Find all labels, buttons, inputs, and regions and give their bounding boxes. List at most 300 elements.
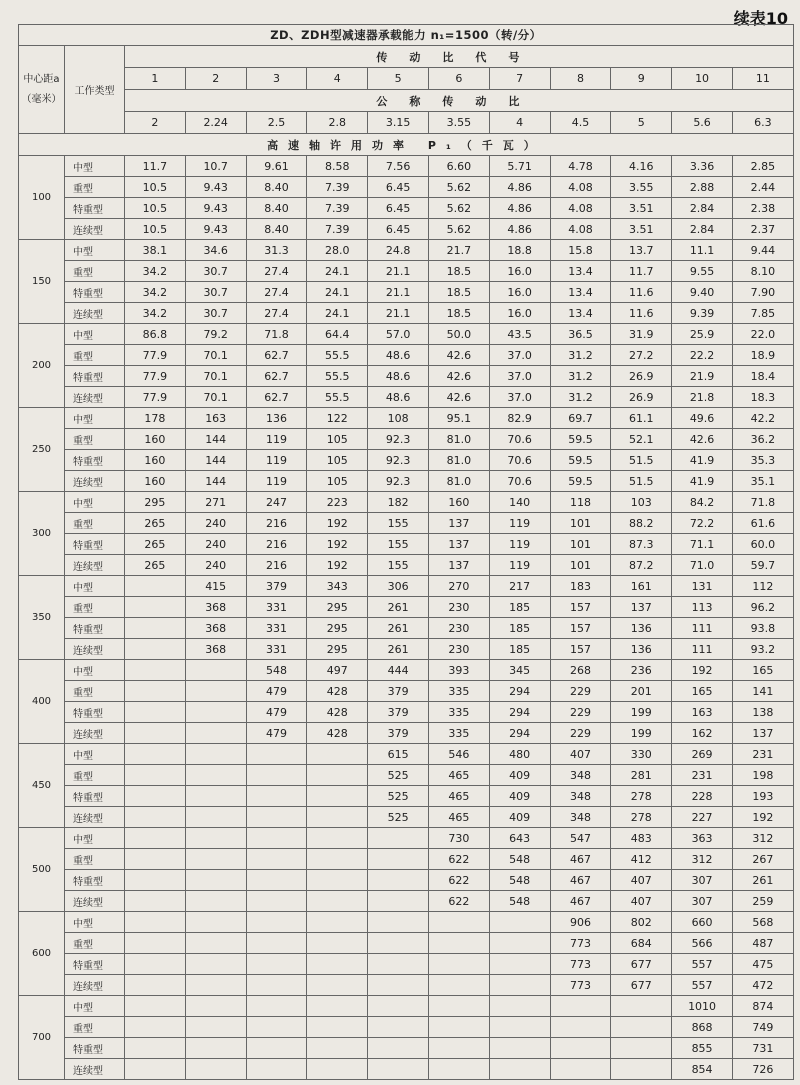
work-type-cell: 重型 — [65, 1017, 125, 1038]
power-value-cell: 677 — [611, 954, 672, 975]
power-value-cell — [125, 1059, 186, 1080]
work-type-cell: 特重型 — [65, 198, 125, 219]
power-value-cell: 30.7 — [185, 282, 246, 303]
power-value-cell — [307, 807, 368, 828]
power-value-cell — [307, 933, 368, 954]
power-value-cell: 72.2 — [672, 513, 733, 534]
power-value-cell: 802 — [611, 912, 672, 933]
power-value-cell: 9.43 — [185, 198, 246, 219]
power-value-cell: 566 — [672, 933, 733, 954]
power-value-cell: 906 — [550, 912, 611, 933]
power-value-cell: 265 — [125, 513, 186, 534]
power-value-cell: 231 — [732, 744, 793, 765]
power-value-cell — [185, 681, 246, 702]
power-value-cell — [489, 933, 550, 954]
power-value-cell — [125, 933, 186, 954]
power-value-cell — [185, 870, 246, 891]
power-value-cell: 9.40 — [672, 282, 733, 303]
power-value-cell: 27.4 — [246, 282, 307, 303]
power-value-cell: 137 — [732, 723, 793, 744]
power-value-cell — [550, 996, 611, 1017]
table-row — [19, 555, 794, 576]
power-value-cell: 55.5 — [307, 345, 368, 366]
power-value-cell — [246, 744, 307, 765]
power-value-cell: 64.4 — [307, 324, 368, 345]
power-value-cell — [428, 975, 489, 996]
power-value-cell: 59.5 — [550, 450, 611, 471]
power-value-cell: 105 — [307, 429, 368, 450]
nominal-ratio-cell: 2.8 — [307, 112, 368, 134]
table-row — [19, 450, 794, 471]
power-value-cell — [246, 975, 307, 996]
power-value-cell: 71.0 — [672, 555, 733, 576]
power-value-cell: 4.08 — [550, 219, 611, 240]
power-value-cell: 407 — [550, 744, 611, 765]
power-value-cell: 193 — [732, 786, 793, 807]
power-value-cell — [307, 765, 368, 786]
power-value-cell: 8.58 — [307, 156, 368, 177]
power-value-cell: 185 — [489, 639, 550, 660]
power-value-cell: 7.39 — [307, 219, 368, 240]
power-value-cell — [246, 954, 307, 975]
center-distance-cell: 700 — [19, 996, 65, 1080]
power-value-cell — [125, 1017, 186, 1038]
power-value-cell: 71.8 — [732, 492, 793, 513]
power-value-cell — [368, 891, 429, 912]
power-value-cell: 6.60 — [428, 156, 489, 177]
power-value-cell: 479 — [246, 681, 307, 702]
power-value-cell: 111 — [672, 618, 733, 639]
power-value-cell — [611, 1038, 672, 1059]
table-row — [19, 471, 794, 492]
power-value-cell: 119 — [489, 534, 550, 555]
power-value-cell: 393 — [428, 660, 489, 681]
table-row — [19, 597, 794, 618]
power-value-cell: 261 — [732, 870, 793, 891]
power-value-cell: 51.5 — [611, 471, 672, 492]
power-value-cell: 61.1 — [611, 408, 672, 429]
table-row — [19, 975, 794, 996]
power-value-cell: 407 — [611, 870, 672, 891]
power-value-cell — [185, 933, 246, 954]
power-value-cell: 112 — [732, 576, 793, 597]
power-value-cell: 144 — [185, 429, 246, 450]
power-value-cell: 415 — [185, 576, 246, 597]
power-value-cell: 465 — [428, 786, 489, 807]
table-row — [19, 1038, 794, 1059]
power-value-cell: 480 — [489, 744, 550, 765]
power-value-cell: 278 — [611, 807, 672, 828]
power-value-cell: 2.88 — [672, 177, 733, 198]
power-value-cell: 70.6 — [489, 471, 550, 492]
power-value-cell — [125, 765, 186, 786]
power-value-cell — [489, 912, 550, 933]
power-value-cell: 31.2 — [550, 366, 611, 387]
power-value-cell: 77.9 — [125, 366, 186, 387]
power-value-cell: 119 — [489, 513, 550, 534]
power-value-cell: 13.4 — [550, 303, 611, 324]
power-value-cell: 163 — [672, 702, 733, 723]
power-value-cell — [611, 996, 672, 1017]
power-value-cell: 36.5 — [550, 324, 611, 345]
power-value-cell: 731 — [732, 1038, 793, 1059]
power-value-cell — [185, 786, 246, 807]
power-value-cell: 49.6 — [672, 408, 733, 429]
power-value-cell: 92.3 — [368, 471, 429, 492]
power-value-cell: 35.1 — [732, 471, 793, 492]
power-value-cell — [489, 1017, 550, 1038]
table-row — [19, 702, 794, 723]
power-value-cell: 105 — [307, 450, 368, 471]
power-value-cell: 178 — [125, 408, 186, 429]
power-value-cell: 428 — [307, 723, 368, 744]
power-value-cell: 185 — [489, 597, 550, 618]
power-value-cell: 467 — [550, 891, 611, 912]
power-value-cell: 157 — [550, 618, 611, 639]
power-value-cell — [489, 1059, 550, 1080]
power-value-cell: 31.2 — [550, 387, 611, 408]
power-value-cell: 192 — [672, 660, 733, 681]
power-value-cell: 25.9 — [672, 324, 733, 345]
ratio-code-cell: 2 — [185, 68, 246, 90]
work-type-cell: 特重型 — [65, 702, 125, 723]
work-type-cell: 中型 — [65, 156, 125, 177]
power-value-cell: 144 — [185, 450, 246, 471]
power-value-cell: 331 — [246, 618, 307, 639]
power-value-cell: 84.2 — [672, 492, 733, 513]
power-value-cell — [125, 702, 186, 723]
power-value-cell: 223 — [307, 492, 368, 513]
power-value-cell — [185, 954, 246, 975]
power-value-cell: 161 — [611, 576, 672, 597]
power-value-cell — [246, 933, 307, 954]
power-value-cell — [428, 954, 489, 975]
work-type-cell: 特重型 — [65, 870, 125, 891]
power-value-cell — [489, 1038, 550, 1059]
table-row — [19, 660, 794, 681]
center-distance-cell: 400 — [19, 660, 65, 744]
power-value-cell: 247 — [246, 492, 307, 513]
table-caption: 续表10 — [733, 9, 788, 28]
center-distance-cell: 500 — [19, 828, 65, 912]
power-value-cell: 294 — [489, 702, 550, 723]
power-value-cell: 345 — [489, 660, 550, 681]
power-value-cell: 525 — [368, 765, 429, 786]
power-value-cell: 119 — [246, 450, 307, 471]
table-row — [19, 408, 794, 429]
power-value-cell: 6.45 — [368, 219, 429, 240]
power-value-cell: 61.6 — [732, 513, 793, 534]
work-type-cell: 连续型 — [65, 807, 125, 828]
power-value-cell — [185, 849, 246, 870]
work-type-cell: 重型 — [65, 261, 125, 282]
power-value-cell: 34.2 — [125, 303, 186, 324]
power-value-cell — [185, 828, 246, 849]
power-value-cell: 348 — [550, 765, 611, 786]
power-value-cell — [246, 765, 307, 786]
table-row — [19, 996, 794, 1017]
power-value-cell: 472 — [732, 975, 793, 996]
power-value-cell: 622 — [428, 891, 489, 912]
center-distance-cell: 300 — [19, 492, 65, 576]
table-row — [19, 387, 794, 408]
table-row — [19, 891, 794, 912]
power-value-cell: 548 — [489, 870, 550, 891]
power-value-cell — [246, 786, 307, 807]
nominal-ratio-cell: 4 — [489, 112, 550, 134]
work-type-cell: 重型 — [65, 429, 125, 450]
power-value-cell: 10.5 — [125, 219, 186, 240]
power-value-cell: 265 — [125, 555, 186, 576]
power-value-cell: 42.6 — [428, 387, 489, 408]
power-value-cell: 483 — [611, 828, 672, 849]
power-value-cell: 379 — [368, 723, 429, 744]
power-value-cell: 259 — [732, 891, 793, 912]
power-value-cell: 77.9 — [125, 387, 186, 408]
power-value-cell: 70.1 — [185, 366, 246, 387]
power-value-cell: 854 — [672, 1059, 733, 1080]
power-value-cell: 295 — [125, 492, 186, 513]
table-row — [19, 786, 794, 807]
work-type-cell: 特重型 — [65, 534, 125, 555]
power-value-cell — [125, 639, 186, 660]
power-value-cell: 144 — [185, 471, 246, 492]
power-value-cell: 6.45 — [368, 198, 429, 219]
power-value-cell — [307, 744, 368, 765]
power-value-cell: 11.6 — [611, 303, 672, 324]
center-distance-cell: 150 — [19, 240, 65, 324]
power-value-cell — [125, 1038, 186, 1059]
power-value-cell — [368, 870, 429, 891]
power-value-cell: 229 — [550, 702, 611, 723]
power-value-cell: 92.3 — [368, 450, 429, 471]
power-value-cell: 6.45 — [368, 177, 429, 198]
power-value-cell: 113 — [672, 597, 733, 618]
ratio-code-cell: 4 — [307, 68, 368, 90]
power-value-cell — [489, 975, 550, 996]
nominal-ratio-header: 公称传动比 — [125, 90, 794, 112]
power-value-cell: 240 — [185, 513, 246, 534]
power-value-cell: 71.1 — [672, 534, 733, 555]
power-value-cell: 21.1 — [368, 282, 429, 303]
power-value-cell: 331 — [246, 597, 307, 618]
power-value-cell: 227 — [672, 807, 733, 828]
ratio-code-cell: 11 — [732, 68, 793, 90]
power-value-cell — [246, 891, 307, 912]
power-value-cell: 137 — [428, 513, 489, 534]
power-value-cell — [185, 996, 246, 1017]
power-value-cell: 9.44 — [732, 240, 793, 261]
power-value-cell: 348 — [550, 807, 611, 828]
power-value-cell: 306 — [368, 576, 429, 597]
power-value-cell: 4.08 — [550, 198, 611, 219]
table-row — [19, 870, 794, 891]
power-value-cell: 660 — [672, 912, 733, 933]
power-value-cell: 525 — [368, 786, 429, 807]
power-value-cell: 868 — [672, 1017, 733, 1038]
power-value-cell — [125, 723, 186, 744]
power-value-cell: 230 — [428, 597, 489, 618]
power-value-cell: 335 — [428, 702, 489, 723]
nominal-ratio-cell: 3.55 — [428, 112, 489, 134]
power-value-cell: 228 — [672, 786, 733, 807]
power-value-cell: 9.43 — [185, 177, 246, 198]
power-value-cell: 479 — [246, 723, 307, 744]
power-value-cell: 270 — [428, 576, 489, 597]
work-type-cell: 中型 — [65, 576, 125, 597]
power-value-cell: 155 — [368, 534, 429, 555]
work-type-cell: 连续型 — [65, 639, 125, 660]
table-row — [19, 261, 794, 282]
table-row — [19, 576, 794, 597]
power-value-cell: 5.62 — [428, 198, 489, 219]
power-value-cell: 2.84 — [672, 198, 733, 219]
power-value-cell: 26.9 — [611, 387, 672, 408]
work-type-cell: 特重型 — [65, 282, 125, 303]
center-distance-cell: 350 — [19, 576, 65, 660]
power-value-cell: 21.8 — [672, 387, 733, 408]
power-value-cell — [307, 849, 368, 870]
power-value-cell: 3.55 — [611, 177, 672, 198]
work-type-cell: 中型 — [65, 408, 125, 429]
power-value-cell — [307, 954, 368, 975]
power-value-cell: 37.0 — [489, 387, 550, 408]
power-value-cell — [125, 681, 186, 702]
power-value-cell — [368, 975, 429, 996]
nominal-ratio-cell: 2.24 — [185, 112, 246, 134]
power-value-cell: 379 — [368, 681, 429, 702]
power-value-cell: 70.1 — [185, 345, 246, 366]
power-value-cell: 192 — [307, 534, 368, 555]
power-value-cell — [185, 975, 246, 996]
power-value-cell: 428 — [307, 681, 368, 702]
power-value-cell: 11.7 — [611, 261, 672, 282]
power-value-cell: 335 — [428, 681, 489, 702]
power-value-cell: 335 — [428, 723, 489, 744]
table-row — [19, 828, 794, 849]
power-value-cell: 30.7 — [185, 303, 246, 324]
power-value-cell: 160 — [125, 429, 186, 450]
power-value-cell: 548 — [489, 891, 550, 912]
work-type-cell: 特重型 — [65, 1038, 125, 1059]
work-type-cell: 连续型 — [65, 1059, 125, 1080]
power-value-cell — [185, 660, 246, 681]
power-value-cell — [368, 1059, 429, 1080]
nominal-ratio-cell: 3.15 — [368, 112, 429, 134]
power-value-cell: 2.37 — [732, 219, 793, 240]
power-value-cell: 199 — [611, 702, 672, 723]
power-value-cell: 5.62 — [428, 177, 489, 198]
power-value-cell: 684 — [611, 933, 672, 954]
power-value-cell — [307, 975, 368, 996]
work-type-cell: 重型 — [65, 681, 125, 702]
work-type-cell: 中型 — [65, 744, 125, 765]
power-value-cell: 230 — [428, 618, 489, 639]
power-value-cell: 183 — [550, 576, 611, 597]
power-value-cell — [307, 786, 368, 807]
power-value-cell: 677 — [611, 975, 672, 996]
power-value-cell: 4.86 — [489, 177, 550, 198]
power-value-cell: 35.3 — [732, 450, 793, 471]
center-distance-cell: 600 — [19, 912, 65, 996]
work-type-cell: 连续型 — [65, 219, 125, 240]
table-row — [19, 849, 794, 870]
power-value-cell: 131 — [672, 576, 733, 597]
power-value-cell: 59.7 — [732, 555, 793, 576]
power-value-cell: 105 — [307, 471, 368, 492]
power-value-cell: 281 — [611, 765, 672, 786]
power-value-cell — [246, 996, 307, 1017]
power-value-cell: 103 — [611, 492, 672, 513]
power-value-cell — [185, 891, 246, 912]
power-value-cell: 70.6 — [489, 429, 550, 450]
power-value-cell: 87.2 — [611, 555, 672, 576]
nominal-ratio-cell: 4.5 — [550, 112, 611, 134]
work-type-cell: 重型 — [65, 933, 125, 954]
power-value-cell: 643 — [489, 828, 550, 849]
power-value-cell: 312 — [672, 849, 733, 870]
power-value-cell: 4.78 — [550, 156, 611, 177]
power-value-cell — [428, 912, 489, 933]
power-value-cell: 137 — [428, 534, 489, 555]
power-value-cell — [550, 1038, 611, 1059]
power-value-cell: 192 — [307, 513, 368, 534]
power-value-cell — [246, 849, 307, 870]
power-value-cell: 278 — [611, 786, 672, 807]
power-value-cell: 165 — [672, 681, 733, 702]
power-value-cell — [125, 870, 186, 891]
table-row — [19, 744, 794, 765]
power-value-cell: 50.0 — [428, 324, 489, 345]
power-value-cell: 182 — [368, 492, 429, 513]
table-row — [19, 1017, 794, 1038]
power-value-cell: 7.39 — [307, 177, 368, 198]
power-value-cell — [185, 765, 246, 786]
power-value-cell: 37.0 — [489, 366, 550, 387]
power-header: 高速轴许用功率 P₁（千瓦） — [19, 134, 794, 156]
power-value-cell: 157 — [550, 597, 611, 618]
power-value-cell: 412 — [611, 849, 672, 870]
power-value-cell: 51.5 — [611, 450, 672, 471]
work-type-cell: 中型 — [65, 996, 125, 1017]
table-row — [19, 492, 794, 513]
power-value-cell: 96.2 — [732, 597, 793, 618]
power-value-cell: 428 — [307, 702, 368, 723]
power-value-cell — [307, 912, 368, 933]
power-value-cell: 622 — [428, 870, 489, 891]
power-value-cell: 101 — [550, 534, 611, 555]
power-value-cell: 119 — [489, 555, 550, 576]
power-value-cell: 10.7 — [185, 156, 246, 177]
power-value-cell: 307 — [672, 870, 733, 891]
power-value-cell — [428, 1017, 489, 1038]
power-value-cell — [185, 1017, 246, 1038]
power-value-cell: 557 — [672, 975, 733, 996]
power-value-cell: 229 — [550, 681, 611, 702]
power-value-cell: 24.1 — [307, 282, 368, 303]
power-value-cell: 261 — [368, 618, 429, 639]
power-value-cell: 8.40 — [246, 198, 307, 219]
work-type-cell: 连续型 — [65, 471, 125, 492]
power-value-cell: 201 — [611, 681, 672, 702]
nominal-ratio-cell: 5 — [611, 112, 672, 134]
power-value-cell: 138 — [732, 702, 793, 723]
work-type-cell: 重型 — [65, 345, 125, 366]
power-value-cell — [125, 849, 186, 870]
ratio-code-cell: 10 — [672, 68, 733, 90]
power-value-cell: 81.0 — [428, 450, 489, 471]
power-value-cell — [125, 891, 186, 912]
